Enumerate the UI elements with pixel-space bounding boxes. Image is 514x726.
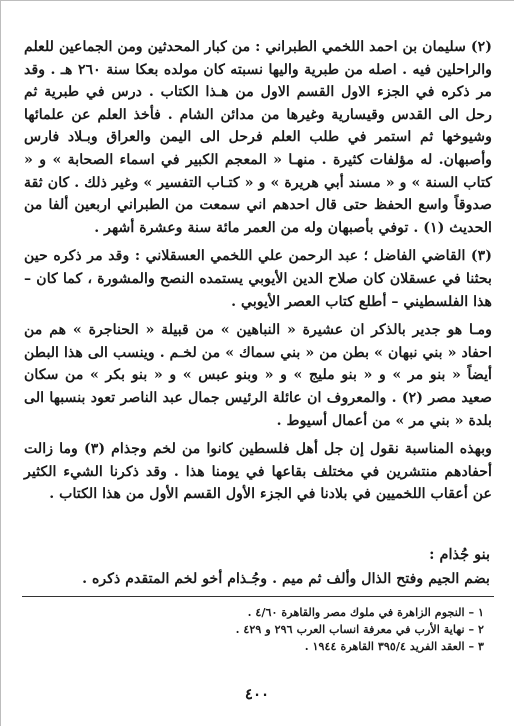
paragraph-lakhm-judham: وبهذه المناسبة نقول إن جل أهل فلسطين كانوا من لخم وجذام (٣) وما زالت أحفادهم منتشرين في مختلف بقاعها في يومنا هذا . وقد ذكرنا الشيء الكثير عن أعقاب اللخميين في بلادنا في الجزء الأول القسم الأول من هذا الكتاب . [24,441,492,503]
footnote-2: ٢ – نهاية الأرب في معرفة انساب العرب ٢٩٦ و ٤٢٩ . [235,622,484,636]
scan-border-left [0,0,1,726]
definition-line: بضم الجيم وفتح الذال وألف ثم ميم . وجُـذام أخو لخم المتقدم ذكره . [82,571,490,587]
footnote-1: ١ – النجوم الزاهرة في ملوك مصر والقاهرة ٤/٦٠ . [247,605,484,619]
main-text [24,36,492,506]
page-number: ٤٠٠ [244,685,270,703]
footnote-3: ٣ – العقد الفريد ٣٩٥/٤ القاهرة ١٩٤٤ . [304,639,484,653]
paragraph-nabahin: ومـا هو جدير بالذكر ان عشيرة « النباهين » من قبيلة « الحناجرة » هم من احفاد « بني نبهان » بطن من « بني سماك » من لخـم . وينسب الى هذا البطن أيضاً « بنو مر » و « بنو مليج » و « وبنو عبس » و « بنو بكر » من سكان صعيد مصر (٢) . والمعروف ان عائلة الرئيس جمال عبد الناصر تعود بنسبها الى بلدة « بني مر » من أعمال أسيوط . [24,322,492,429]
paragraph-sulayman-tabarani: (٢) سليمان بن احمد اللخمي الطبراني : من كبار المحدثين ومن الجماعين للعلم والراحلين فيه . اصله من طبرية واليها نسبته كان مولده بعكا سنة ٢٦٠ هـ . وقد مر ذكره في الجزء الاول القسم الاول من هـذا الكتاب . درس في طبرية ثم رحل الى القدس وقيسارية وغيرها من مدائن الشام . فأخذ العلم عن علمائها وشيوخها ثم استمر في طلب العلم فرحل الى اليمن والعراق وبـلاد فارس وأصبهان. له مؤلفات كثيرة . منهـا « المعجم الكبير في اسماء الصحابة » و « كتاب السنة » و « مسند أبي هريرة » و « كتـاب التفسير » وغير ذلك . كان ثقة صدوقاً واسع الحفظ حتى قال احدهم اني سمعت من الطبراني اربعين ألفا من الحديث (١) . توفي بأصبهان وله من العمر مائة سنة وعشرة أشهر . [24,39,492,236]
scan-border-top [0,0,514,1]
paragraph-qadi-fadil: (٣) القاضي الفاضل ؛ عبد الرحمن علي اللخمي العسقلاني : وقد مر ذكره حين بحثنا في عسقلان كان صلاح الدين الأيوبي يستمده النصح والمشورة ، كما كان – هذا الفلسطيني – أطلع كتاب العصر الأيوبي . [24,248,492,310]
section-heading-banu-judham: بنو جُذام : [429,546,490,563]
footnotes [20,604,490,655]
footnote-separator [22,596,494,597]
